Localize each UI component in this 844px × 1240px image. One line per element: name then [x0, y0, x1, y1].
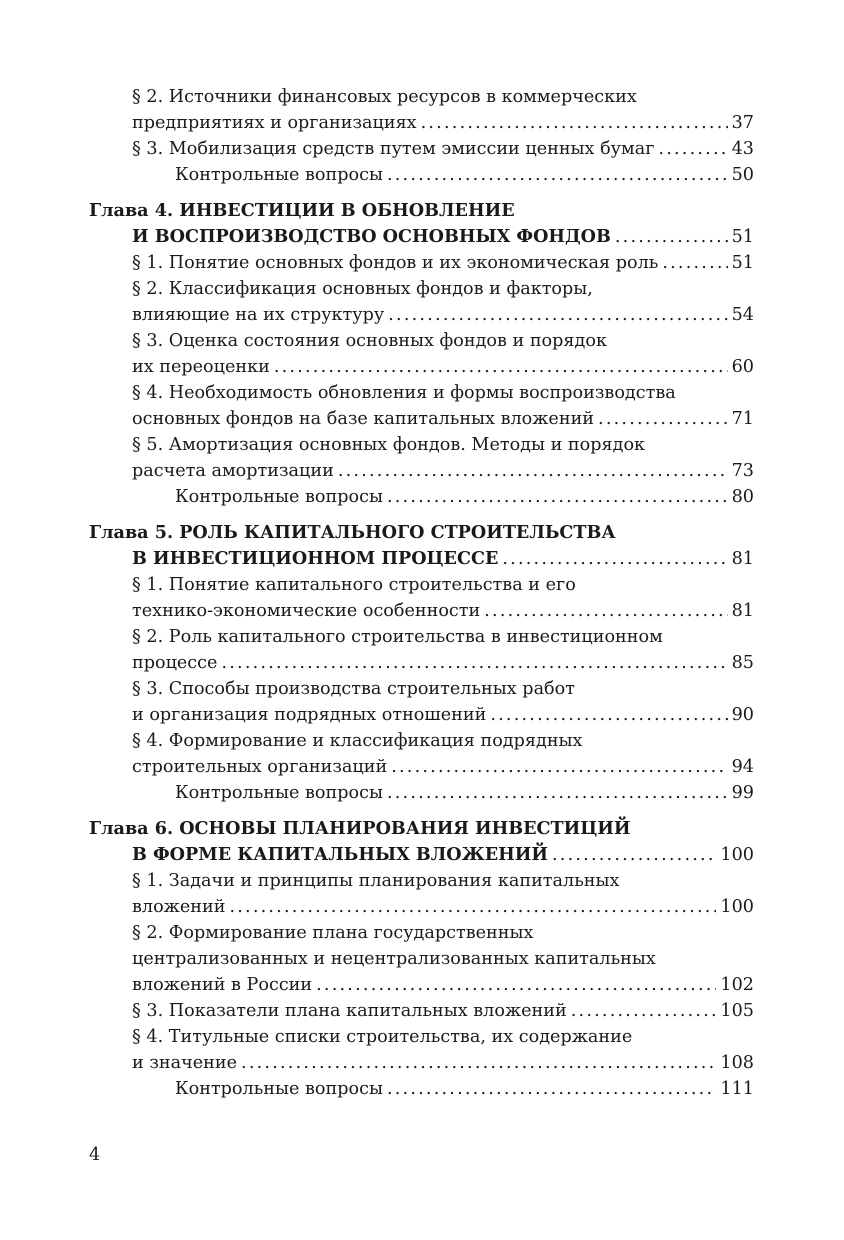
- page-ref: 81: [731, 601, 754, 621]
- chapter-title: Глава 5. РОЛЬ КАПИТАЛЬНОГО СТРОИТЕЛЬСТВА: [89, 522, 616, 543]
- page-ref: 71: [731, 409, 754, 429]
- page-ref: 51: [731, 227, 754, 247]
- toc-entry-line: § 4. Необходимость обновления и формы воспроизводства: [132, 383, 676, 403]
- page-ref: 94: [731, 757, 754, 777]
- page-ref: 37: [731, 113, 754, 133]
- toc-entry-line: § 3. Способы производства строительных работ: [132, 679, 575, 699]
- page-number: 4: [89, 1145, 101, 1165]
- page-ref: 60: [731, 357, 754, 377]
- toc-entry-review-questions[interactable]: Контрольные вопросы ..... 50: [89, 162, 754, 188]
- toc-entry-line: § 2. Формирование плана государственных: [132, 923, 534, 943]
- page-ref: 50: [731, 165, 754, 185]
- toc-entry[interactable]: предприятиях и организациях ..... 37: [89, 110, 754, 136]
- chapter-entry[interactable]: В ИНВЕСТИЦИОННОМ ПРОЦЕССЕ ..... 81: [89, 546, 754, 572]
- toc-entry-review-questions[interactable]: Контрольные вопросы ..... 80: [89, 484, 754, 510]
- chapter-entry[interactable]: В ФОРМЕ КАПИТАЛЬНЫХ ВЛОЖЕНИЙ ..... 100: [89, 842, 754, 868]
- page-ref: 100: [720, 897, 754, 917]
- toc-entry-line: § 5. Амортизация основных фондов. Методы и порядок: [132, 435, 646, 455]
- page-ref: 85: [731, 653, 754, 673]
- toc-entry-review-questions[interactable]: Контрольные вопросы ..... 99: [89, 780, 754, 806]
- toc-entry-line: централизованных и нецентрализованных капитальных: [132, 949, 656, 969]
- toc-entry[interactable]: вложений в России ..... 102: [89, 972, 754, 998]
- toc-entry-line: § 3. Оценка состояния основных фондов и порядок: [132, 331, 607, 351]
- toc-entry[interactable]: вложений ..... 100: [89, 894, 754, 920]
- chapter-entry[interactable]: И ВОСПРОИЗВОДСТВО ОСНОВНЫХ ФОНДОВ ..... 51: [89, 224, 754, 250]
- page-ref: 102: [720, 975, 754, 995]
- toc-entry[interactable]: расчета амортизации ..... 73: [89, 458, 754, 484]
- toc-entry[interactable]: процессе ..... 85: [89, 650, 754, 676]
- toc-entry[interactable]: строительных организаций ..... 94: [89, 754, 754, 780]
- toc-entry-line: § 2. Классификация основных фондов и факторы,: [132, 279, 593, 299]
- page-ref: 100: [720, 845, 754, 865]
- toc-entry[interactable]: и организация подрядных отношений ..... 90: [89, 702, 754, 728]
- toc-entry[interactable]: их переоценки ..... 60: [89, 354, 754, 380]
- page-ref: 54: [731, 305, 754, 325]
- toc-entry-line: § 2. Источники финансовых ресурсов в коммерческих: [132, 87, 637, 107]
- toc-entry-review-questions[interactable]: Контрольные вопросы ..... 111: [89, 1076, 754, 1102]
- table-of-contents: [89, 84, 754, 1102]
- page-ref: 108: [720, 1053, 754, 1073]
- page-ref: 90: [731, 705, 754, 725]
- page-ref: 43: [731, 139, 754, 159]
- toc-entry[interactable]: и значение ..... 108: [89, 1050, 754, 1076]
- toc-entry[interactable]: технико-экономические особенности ..... 81: [89, 598, 754, 624]
- toc-entry[interactable]: влияющие на их структуру ..... 54: [89, 302, 754, 328]
- toc-entry[interactable]: § 1. Понятие основных фондов и их экономическая роль ..... 51: [89, 250, 754, 276]
- chapter-title: Глава 4. ИНВЕСТИЦИИ В ОБНОВЛЕНИЕ: [89, 200, 515, 221]
- page-ref: 105: [720, 1001, 754, 1021]
- page-ref: 111: [720, 1079, 754, 1099]
- toc-entry[interactable]: основных фондов на базе капитальных вложений ..... 71: [89, 406, 754, 432]
- chapter-title: Глава 6. ОСНОВЫ ПЛАНИРОВАНИЯ ИНВЕСТИЦИЙ: [89, 818, 631, 839]
- toc-entry-line: § 4. Формирование и классификация подрядных: [132, 731, 583, 751]
- toc-entry[interactable]: § 3. Мобилизация средств путем эмиссии ценных бумаг ..... 43: [89, 136, 754, 162]
- toc-entry-line: § 4. Титульные списки строительства, их содержание: [132, 1027, 633, 1047]
- toc-entry[interactable]: § 3. Показатели плана капитальных вложений ..... 105: [89, 998, 754, 1024]
- toc-entry-line: § 2. Роль капитального строительства в инвестиционном: [132, 627, 663, 647]
- toc-entry-line: § 1. Понятие капитального строительства и его: [132, 575, 576, 595]
- page-ref: 99: [731, 783, 754, 803]
- page-ref: 80: [731, 487, 754, 507]
- page-ref: 73: [731, 461, 754, 481]
- toc-entry-line: § 1. Задачи и принципы планирования капитальных: [132, 871, 620, 891]
- page-ref: 51: [731, 253, 754, 273]
- page-ref: 81: [731, 549, 754, 569]
